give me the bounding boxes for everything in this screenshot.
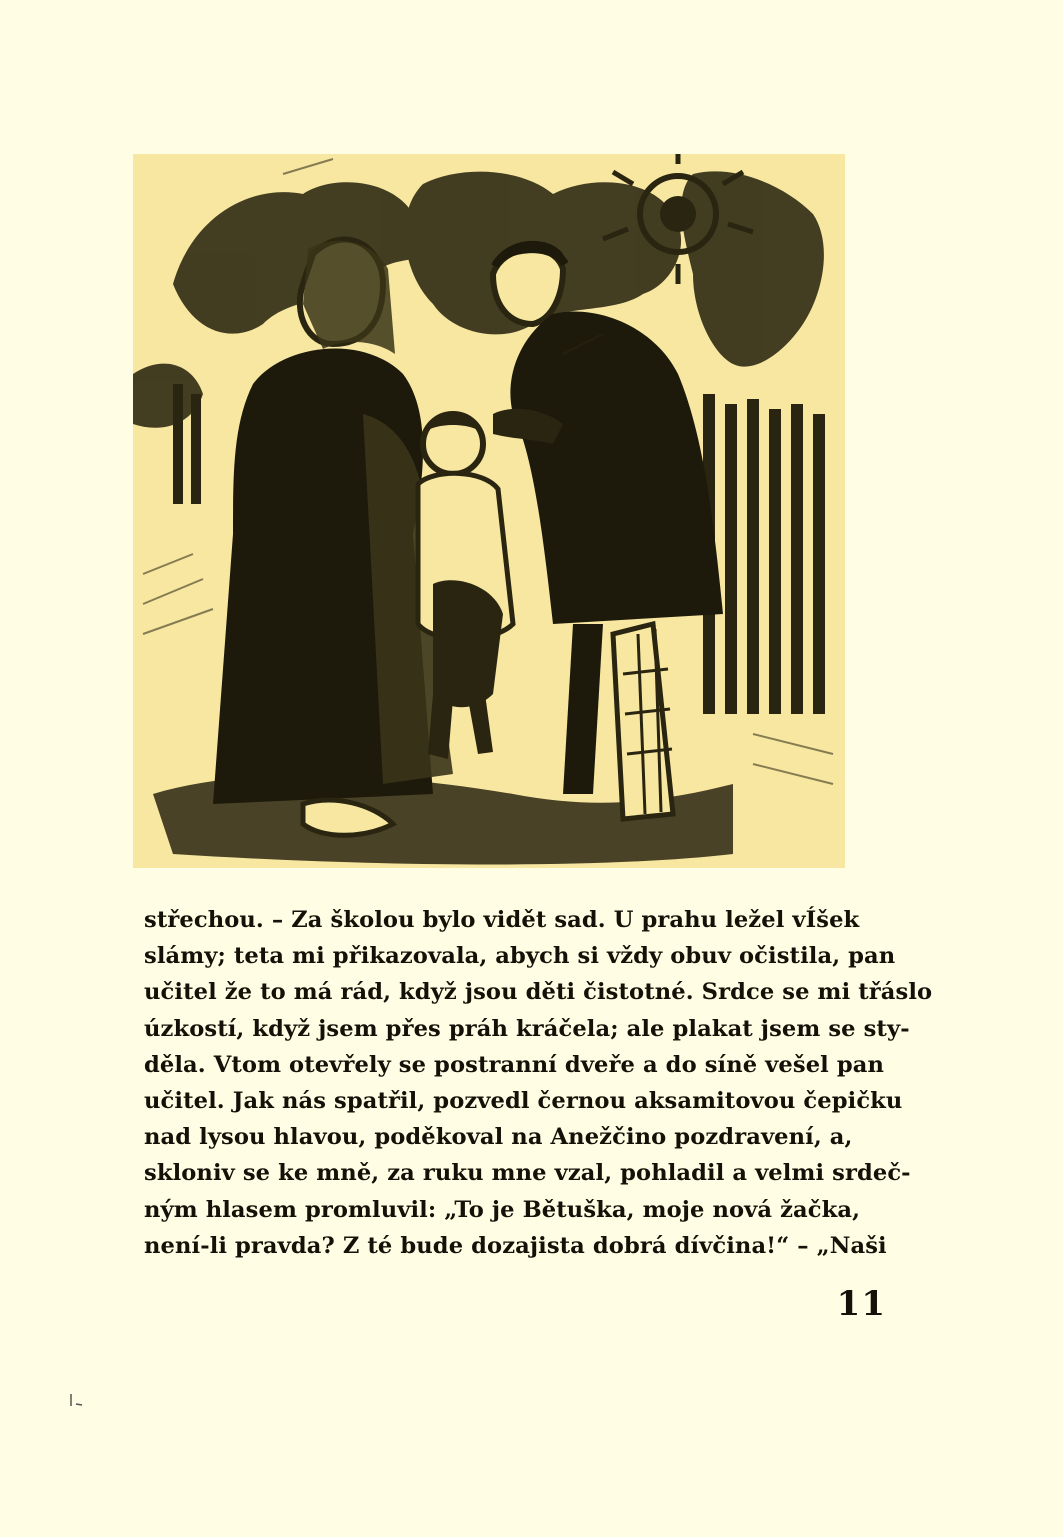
text-line: učitel. Jak nás spatřil, pozvedl černou aksamitovou čepičku (144, 1087, 903, 1114)
text-line: učitel že to má rád, když jsou děti čistotné. Srdce se mi třáslo (144, 979, 933, 1006)
text-line: děla. Vtom otevřely se postranní dveře a do síně vešel pan (144, 1051, 884, 1078)
text-line: slámy; teta mi přikazovala, abych si vždy obuv očistila, pan (144, 943, 896, 970)
woodcut-illustration (133, 154, 845, 868)
body-text (144, 902, 933, 1264)
text-line: úzkostí, když jsem přes práh kráčela; ale plakat jsem se sty- (144, 1015, 910, 1042)
scan-mark (62, 1392, 84, 1410)
child-figure (418, 413, 513, 759)
page-number: 11 (836, 1284, 886, 1324)
text-line: není-li pravda? Z té bude dozajista dobrá dívčina!“ – „Naši (144, 1232, 887, 1259)
text-line: ným hlasem promluvil: „To je Bětuška, moje nová žačka, (144, 1196, 861, 1223)
illustration-drawing (133, 154, 845, 868)
text-line: skloniv se ke mně, za ruku mne vzal, pohladil a velmi srdeč- (144, 1160, 911, 1187)
foliage (133, 171, 824, 427)
text-line: střechou. – Za školou bylo vidět sad. U prahu ležel vÍšek (144, 907, 860, 933)
text-line: nad lysou hlavou, poděkoval na Anežčino pozdravení, a, (144, 1124, 853, 1151)
teacher-figure (493, 245, 723, 819)
